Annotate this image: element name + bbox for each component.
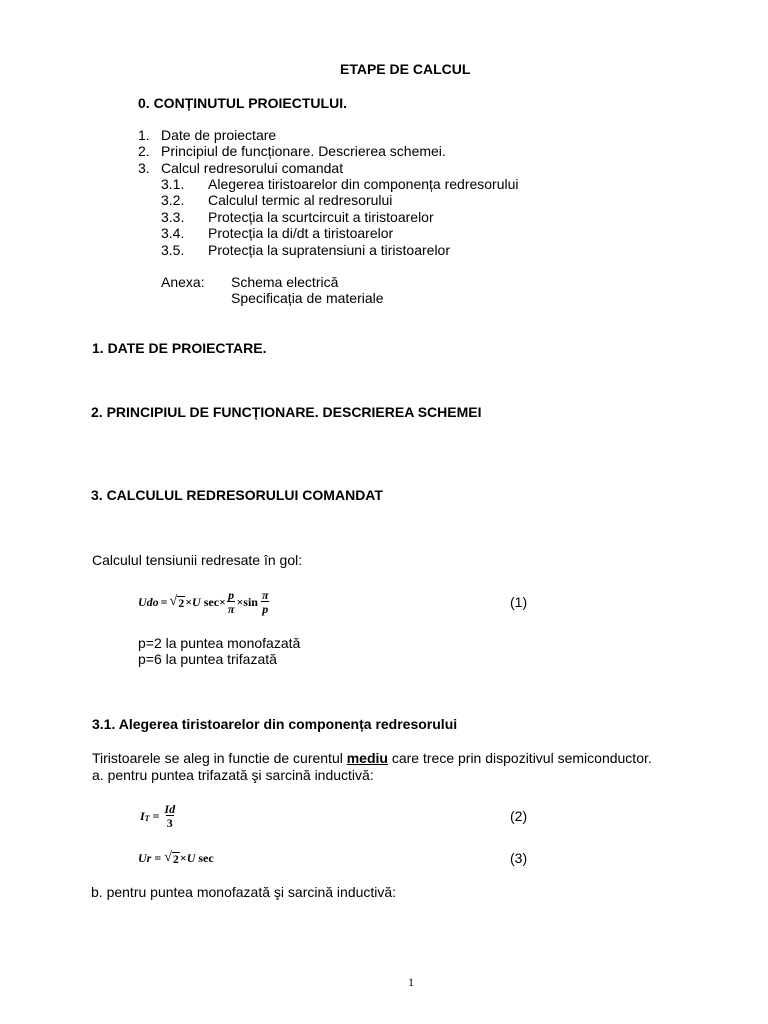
fraction: $\frac{\pi}{p}$ [261, 588, 269, 616]
annex-item: Specificația de materiale [231, 290, 384, 307]
section-heading-2: 2. PRINCIPIUL DE FUNCȚIONARE. DESCRIEREA SCHEMEI [91, 404, 482, 420]
toc-heading: 0. CONȚINUTUL PROIECTULUI. [138, 95, 347, 111]
section-heading-3: 3. CALCULUL REDRESORULUI COMANDAT [91, 487, 383, 503]
equation-1: Udo = √ 2 × U sec × $\frac{p}{\pi}$ × sin $\frac{\pi}{p}$ [138, 588, 269, 616]
toc-subitem: 3.3. Protecția la scurtcircuit a tiristoarelor [161, 208, 434, 225]
toc-item: 2. Principiul de funcționare. Descrierea schemei. [138, 143, 446, 160]
emphasis-word: mediu [346, 750, 388, 766]
equation-number: (2) [510, 808, 528, 824]
equation-2: I T = $\frac{Id}{3}$ [140, 802, 176, 830]
equation-number: (3) [510, 850, 528, 866]
p-value-line: p=2 la puntea monofazată [138, 635, 301, 651]
equation-3: Ur = √ 2 × U sec [138, 850, 214, 866]
document-title: ETAPE DE CALCUL [340, 61, 471, 77]
case-a-text: a. pentru puntea trifazată şi sarcină inductivă: [92, 767, 374, 783]
toc-subitem: 3.4. Protecția la di/dt a tiristoarelor [161, 225, 394, 242]
page-number: 1 [408, 975, 414, 989]
toc-subitem: 3.5. Protecția la supratensiuni a tiristoarelor [161, 241, 451, 258]
subsection-heading: 3.1. Alegerea tiristoarelor din componența redresorului [92, 716, 458, 732]
toc-sublist [161, 177, 519, 259]
section-heading-1: 1. DATE DE PROIECTARE. [92, 340, 267, 356]
toc-item: 1. Date de proiectare [138, 127, 277, 143]
annex-list [231, 275, 384, 308]
p-value-line: p=6 la puntea trifazată [138, 651, 277, 668]
p-values [138, 636, 300, 669]
annex-label: Anexa: [161, 274, 205, 290]
toc-subitem: 3.1. Alegerea tiristoarelor din componența redresorului [161, 176, 519, 192]
toc-item: 3. Calcul redresorului comandat [138, 159, 344, 176]
fraction: $\frac{Id}{3}$ [164, 802, 176, 830]
fraction: $\frac{p}{\pi}$ [227, 588, 235, 616]
toc-list [138, 128, 446, 177]
sqrt-symbol: √ 2 [164, 850, 179, 866]
sqrt-symbol: √ 2 [169, 594, 185, 610]
equation-number: (1) [510, 594, 528, 610]
calc-intro: Calculul tensiunii redresate în gol: [92, 552, 303, 568]
toc-subitem: 3.2. Calculul termic al redresorului [161, 192, 393, 209]
case-b-text: b. pentru puntea monofazată şi sarcină inductivă: [91, 884, 397, 900]
annex-item: Schema electrică [231, 274, 339, 290]
paragraph: Tiristoarele se aleg in functie de curentul mediu care trece prin dispozitivul semiconductor. [92, 750, 652, 766]
